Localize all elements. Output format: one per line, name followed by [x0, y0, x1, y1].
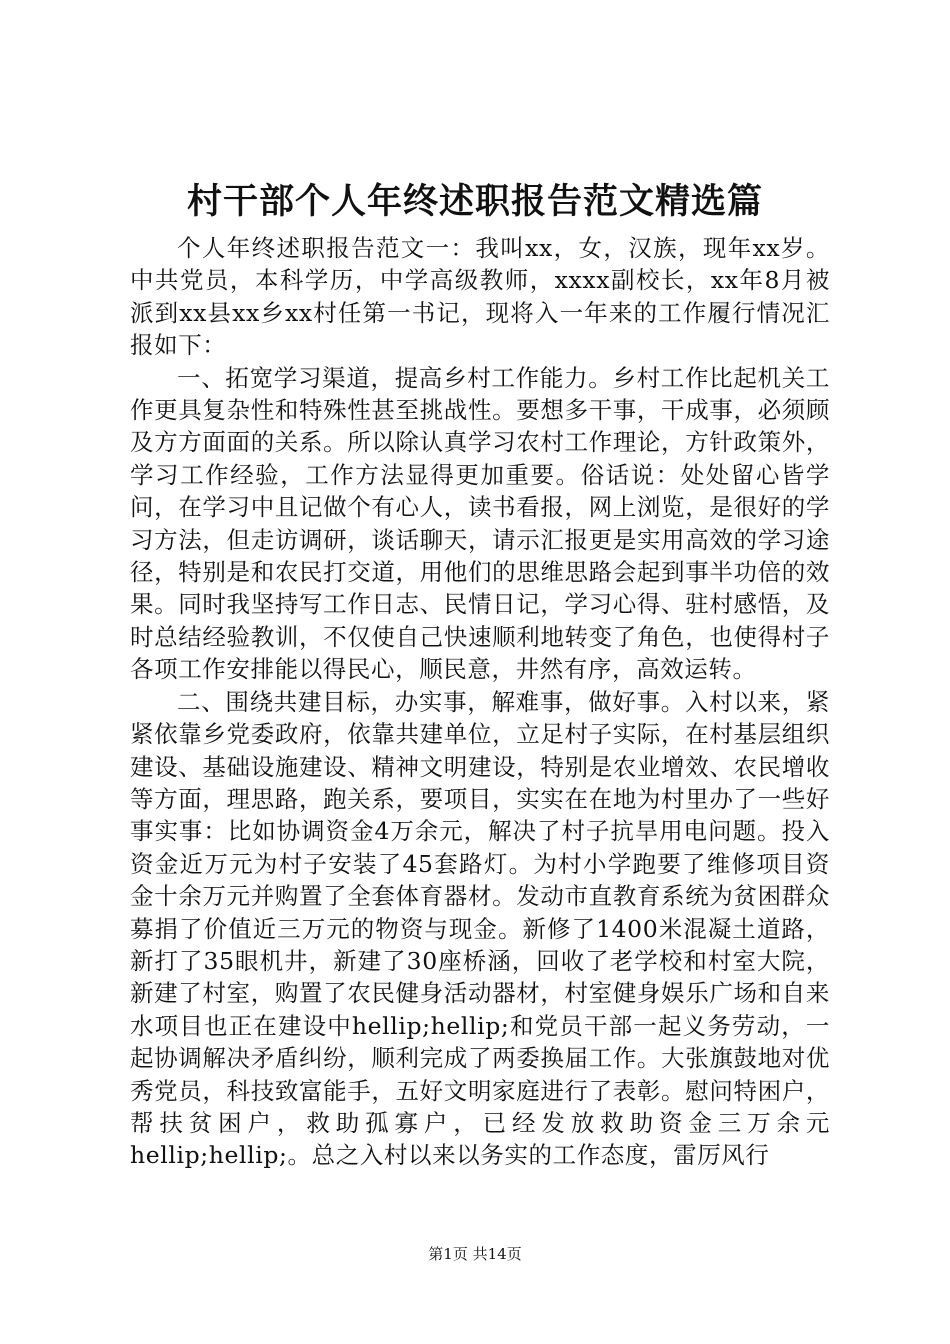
page-footer: 第1页 共14页: [428, 1245, 522, 1263]
paragraph-section-one: 一、拓宽学习渠道，提高乡村工作能力。乡村工作比起机关工作更具复杂性和特殊性甚至挑战性。要想多干事，干成事，必须顾及方方面面的关系。所以除认真学习农村工作理论，方针政策外，学习工作经验，工作方法显得更加重要。俗话说：处处留心皆学问，在学习中且记做个有心人，读书看报，网上浏览，是很好的学习方法，但走访调研，谈话聊天，请示汇报更是实用高效的学习途径，特别是和农民打交道，用他们的思维思路会起到事半功倍的效果。同时我坚持写工作日志、民情日记，学习心得、驻村感悟，及时总结经验教训，不仅使自己快速顺利地转变了角色，也使得村子各项工作安排能以得民心，顺民意，井然有序，高效运转。: [130, 363, 830, 684]
paragraph-section-two: 二、围绕共建目标，办实事，解难事，做好事。入村以来，紧紧依靠乡党委政府，依靠共建单位，立足村子实际，在村基层组织建设、基础设施建设、精神文明建设，特别是农业增效、农民增收等方面，理思路，跑关系，要项目，实实在在地为村里办了一些好事实事：比如协调资金4万余元，解决了村子抗旱用电问题。投入资金近万元为村子安装了45套路灯。为村小学跑要了维修项目资金十余万元并购置了全套体育器材。发动市直教育系统为贫困群众募捐了价值近三万元的物资与现金。新修了1400米混凝土道路，新打了35眼机井，新建了30座桥涵，回收了老学校和村室大院，新建了村室，购置了农民健身活动器材，村室健身娱乐广场和自来水项目也正在建设中hellip;hellip;和党员干部一起义务劳动，一起协调解决矛盾纠纷，顺利完成了两委换届工作。大张旗鼓地对优秀党员，科技致富能手，五好文明家庭进行了表彰。慰问特困户，帮扶贫困户，救助孤寡户，已经发放救助资金三万余元hellip;hellip;。总之入村以来以务实的工作态度，雷厉风行: [130, 687, 830, 1170]
document-body: [130, 232, 830, 1172]
document-title: 村干部个人年终述职报告范文精选篇: [186, 181, 763, 222]
paragraph-intro: 个人年终述职报告范文一：我叫xx，女，汉族，现年xx岁。中共党员，本科学历，中学高级教师，xxxx副校长，xx年8月被派到xx县xx乡xx村任第一书记，现将入一年来的工作履行情况汇报如下：: [130, 234, 830, 360]
